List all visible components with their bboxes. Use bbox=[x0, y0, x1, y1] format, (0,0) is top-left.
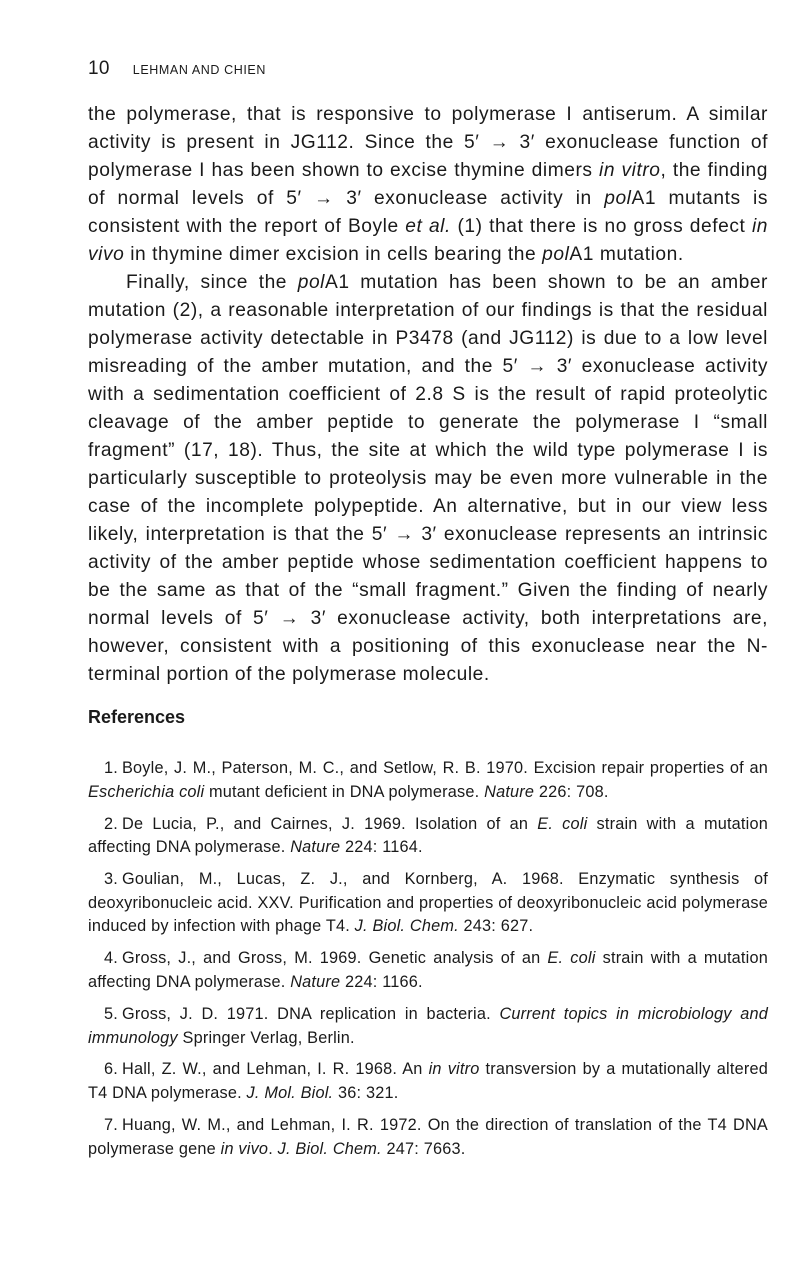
italic-run: E. coli bbox=[547, 949, 596, 968]
reference-item bbox=[88, 1003, 768, 1050]
text-run: 224: 1166. bbox=[340, 972, 423, 991]
text-run: strain with a mutation affecting DNA polymerase. bbox=[88, 949, 768, 991]
text-run: Goulian, M., Lucas, Z. J., and Kornberg, A. 1968. Enzymatic synthesis of deoxyribonucleic acid. XXV. Purification and properties of deoxyribonucleic acid polymerase induced by infection with phage T4. bbox=[88, 870, 768, 936]
page-header bbox=[88, 58, 266, 80]
reference-number: 2. bbox=[104, 814, 118, 833]
italic-run: in vitro bbox=[599, 160, 661, 181]
reference-item bbox=[88, 1058, 768, 1105]
reference-number: 7. bbox=[104, 1116, 118, 1135]
italic-run: Escherichia coli bbox=[88, 782, 205, 801]
text-run: A1 mutants is consistent with the report of Boyle bbox=[88, 188, 768, 237]
text-run: 36: 321. bbox=[333, 1084, 399, 1103]
page-number: 10 bbox=[88, 58, 110, 79]
text-run: Hall, Z. W., and Lehman, I. R. 1968. An bbox=[121, 1060, 429, 1079]
reference-number: 5. bbox=[104, 1004, 118, 1023]
italic-run: in vitro bbox=[428, 1060, 480, 1079]
text-run: 226: 708. bbox=[534, 782, 609, 801]
text-run: strain with a mutation affecting DNA polymerase. bbox=[88, 814, 768, 857]
text-run: in thymine dimer excision in cells bearing the bbox=[124, 244, 543, 265]
italic-run: Nature bbox=[484, 782, 535, 801]
italic-run: Current topics in microbiology and immunology bbox=[88, 1004, 768, 1047]
reference-number: 4. bbox=[104, 949, 118, 968]
text-run: A1 mutation has been shown to be an amber mutation (2), a reasonable interpretation of our findings is that the residual polymerase activity detectable in P3478 (and JG112) is due to a low level misreading of the amber mutation, and the 5′ → 3′ exonuclease activity with a sedimentation coefficient of 2.8 S is the result of rapid proteolytic cleavage of the amber peptide to generate the polymerase I “small fragment” (17, 18). Thus, the site at which the wild type polymerase I is particularly susceptible to proteolysis may be even more vulnerable in the case of the incomplete polypeptide. An alternative, but in our view less likely, interpretation is that the 5′ → 3′ exonuclease represents an intrinsic activity of the amber peptide whose sedimentation coefficient happens to be the same as that of the “small fragment.” Given the finding of nearly normal levels of 5′ → 3′ exonuclease activity, both interpretations are, however, consistent with a positioning of this exonuclease near the N-terminal portion of the polymerase molecule. bbox=[88, 272, 768, 685]
text-run: transversion by a mutationally altered T4 DNA polymerase. bbox=[88, 1060, 768, 1103]
reference-item bbox=[88, 1114, 768, 1161]
italic-run: J. Mol. Biol. bbox=[246, 1084, 334, 1103]
text-run: A1 mutation. bbox=[569, 244, 684, 265]
text-run: Finally, since the bbox=[126, 272, 298, 293]
text-run: 243: 627. bbox=[458, 917, 534, 936]
text-run: . bbox=[268, 1139, 278, 1158]
reference-item bbox=[88, 868, 768, 939]
reference-item bbox=[88, 947, 768, 994]
reference-number: 1. bbox=[104, 759, 118, 777]
reference-item bbox=[88, 813, 768, 860]
paragraph-continued bbox=[88, 101, 768, 269]
italic-run: pol bbox=[604, 188, 632, 209]
italic-run: J. Biol. Chem. bbox=[277, 1139, 382, 1158]
paragraph-finally bbox=[88, 269, 768, 689]
italic-run: Nature bbox=[290, 972, 341, 991]
italic-run: J. Biol. Chem. bbox=[354, 917, 459, 936]
text-run: Gross, J., and Gross, M. 1969. Genetic analysis of an bbox=[121, 949, 548, 968]
body-text bbox=[88, 101, 768, 689]
references-heading: References bbox=[88, 707, 186, 727]
running-title: LEHMAN AND CHIEN bbox=[132, 63, 266, 77]
italic-run: pol bbox=[542, 244, 570, 265]
italic-run: in vivo bbox=[88, 216, 768, 265]
text-run: Boyle, J. M., Paterson, M. C., and Setlow, R. B. 1970. Excision repair properties of an bbox=[121, 759, 768, 777]
text-run: De Lucia, P., and Cairnes, J. 1969. Isolation of an bbox=[121, 814, 538, 833]
text-run: 224: 1164. bbox=[340, 838, 423, 857]
italic-run: in vivo bbox=[220, 1139, 269, 1158]
references-list bbox=[88, 757, 768, 1170]
reference-item bbox=[88, 757, 768, 804]
text-run: , the finding of normal levels of 5′ → 3′ exonuclease activity in bbox=[88, 160, 768, 209]
text-run: 247: 7663. bbox=[381, 1139, 466, 1158]
text-run: Springer Verlag, Berlin. bbox=[177, 1028, 355, 1047]
reference-number: 6. bbox=[104, 1060, 118, 1079]
text-run: mutant deficient in DNA polymerase. bbox=[204, 782, 485, 801]
italic-run: Nature bbox=[290, 838, 341, 857]
text-run: (1) that there is no gross defect bbox=[450, 216, 752, 237]
italic-run: pol bbox=[297, 272, 325, 293]
text-run: the polymerase, that is responsive to polymerase I antiserum. A similar activity is present in JG112. Since the 5′ → 3′ exonuclease function of polymerase I has been shown to excise thymine dimers bbox=[88, 104, 768, 181]
text-run: Huang, W. M., and Lehman, I. R. 1972. On the direction of translation of the T4 DNA polymerase gene bbox=[88, 1116, 768, 1158]
reference-number: 3. bbox=[104, 870, 118, 889]
italic-run: et al. bbox=[405, 216, 451, 237]
italic-run: E. coli bbox=[537, 814, 588, 833]
text-run: Gross, J. D. 1971. DNA replication in bacteria. bbox=[121, 1004, 500, 1023]
